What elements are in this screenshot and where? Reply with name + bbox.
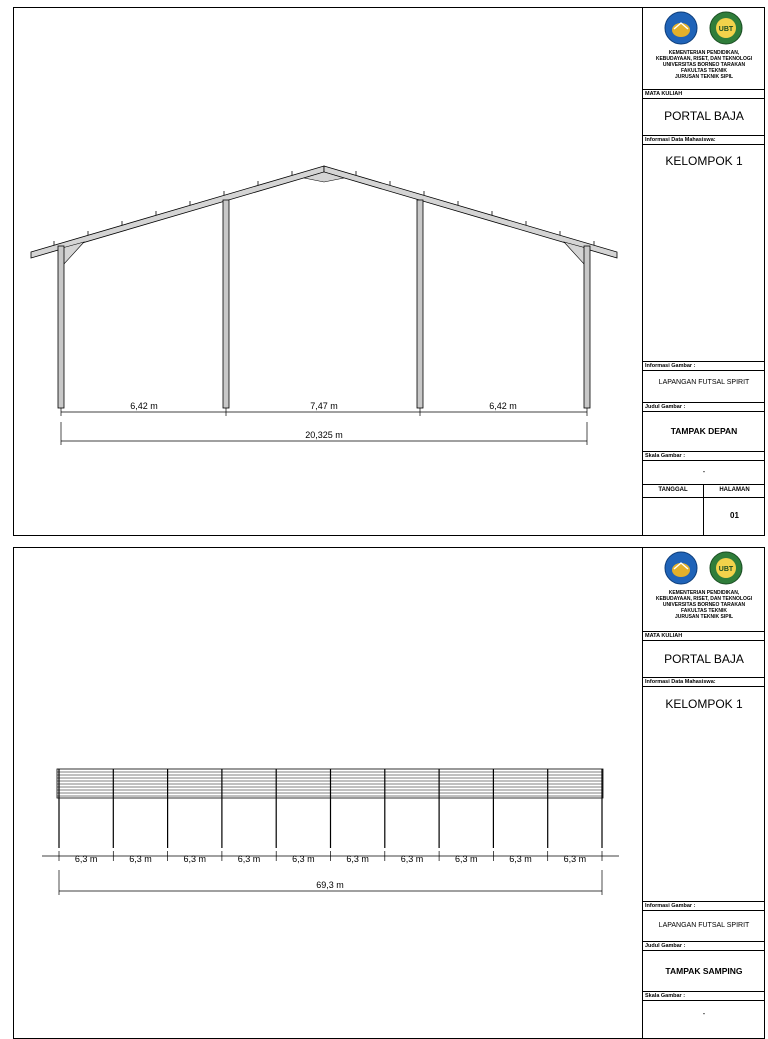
org-line: FAKULTAS TEKNIK [681,68,727,74]
total-dim: 69,3 m [316,880,344,890]
span-dim: 6,3 m [346,854,369,864]
judul-gambar-value: TAMPAK DEPAN [670,426,738,436]
ubt-logo-icon [709,11,743,45]
divider [643,484,765,485]
org-line: JURUSAN TEKNIK SIPIL [674,74,734,80]
org-line: UNIVERSITAS BORNEO TARAKAN [662,62,746,68]
total-dim: 20,325 m [305,430,343,440]
divider [703,484,704,535]
side-view-drawing [14,548,642,1038]
mata-kuliah-label: MATA KULIAH [643,89,765,99]
span-dim: 6,3 m [292,854,315,864]
span-dim-2: 7,47 m [310,401,338,411]
title-block [642,8,765,535]
span-dim: 6,3 m [183,854,207,864]
column-3 [417,200,423,408]
org-line: UNIVERSITAS BORNEO TARAKAN [662,602,746,608]
info-gambar-value: LAPANGAN FUTSAL SPIRIT [658,922,750,929]
divider [643,497,765,498]
judul-gambar-label: Judul Gambar : [643,402,765,412]
halaman-label: HALAMAN [719,487,750,493]
front-view-drawing [14,8,642,535]
span-dim: 6,3 m [237,854,261,864]
info-mahasiswa-label: Informasi Data Mahasiswa: [643,135,765,145]
info-gambar-label: Informasi Gambar : [643,361,765,371]
info-gambar-value: LAPANGAN FUTSAL SPIRIT [658,379,750,386]
skala-gambar-label: Skala Gambar : [643,991,765,1001]
skala-gambar-label: Skala Gambar : [643,451,765,461]
org-line: KEBUDAYAAN, RISET, DAN TEKNOLOGI [655,56,753,62]
span-dim-3: 6,42 m [489,401,517,411]
span-dim: 6,3 m [400,854,424,864]
span-dim-1: 6,42 m [130,401,158,411]
ministry-logo-icon [664,11,698,45]
svg-text:UBT: UBT [718,566,734,573]
logos [643,548,765,586]
skala-gambar-value: - [702,467,706,476]
org-line: KEMENTERIAN PENDIDIKAN, [668,50,740,56]
ministry-logo-icon [664,551,698,585]
drawing-sheet-side [13,547,765,1039]
span-dim: 6,3 m [563,854,587,864]
info-gambar-label: Informasi Gambar : [643,901,765,911]
org-line: KEBUDAYAAN, RISET, DAN TEKNOLOGI [655,596,753,602]
organization-block [643,590,765,620]
span-dim: 6,3 m [74,854,98,864]
kelompok-value: KELOMPOK 1 [665,697,743,711]
column-1 [58,246,64,408]
judul-gambar-value: TAMPAK SAMPING [665,966,743,976]
ubt-logo-icon [709,551,743,585]
tanggal-label: TANGGAL [658,487,688,493]
skala-gambar-value: - [702,1009,706,1018]
org-line: JURUSAN TEKNIK SIPIL [674,614,734,620]
span-dim: 6,3 m [509,854,532,864]
svg-text:UBT: UBT [718,26,734,33]
kelompok-value: KELOMPOK 1 [665,154,743,168]
organization-block [643,50,765,80]
mata-kuliah-value: PORTAL BAJA [664,109,744,123]
mata-kuliah-label: MATA KULIAH [643,631,765,641]
span-dim: 6,3 m [454,854,478,864]
span-dim: 6,3 m [129,854,152,864]
org-line: FAKULTAS TEKNIK [681,608,727,614]
drawing-sheet-front [13,7,765,536]
org-line: KEMENTERIAN PENDIDIKAN, [668,590,740,596]
column-2 [223,200,229,408]
halaman-value: 01 [730,511,739,520]
mata-kuliah-value: PORTAL BAJA [664,652,744,666]
logos [643,8,765,46]
title-block [642,548,765,1038]
judul-gambar-label: Judul Gambar : [643,941,765,951]
column-4 [584,246,590,408]
info-mahasiswa-label: Informasi Data Mahasiswa: [643,677,765,687]
